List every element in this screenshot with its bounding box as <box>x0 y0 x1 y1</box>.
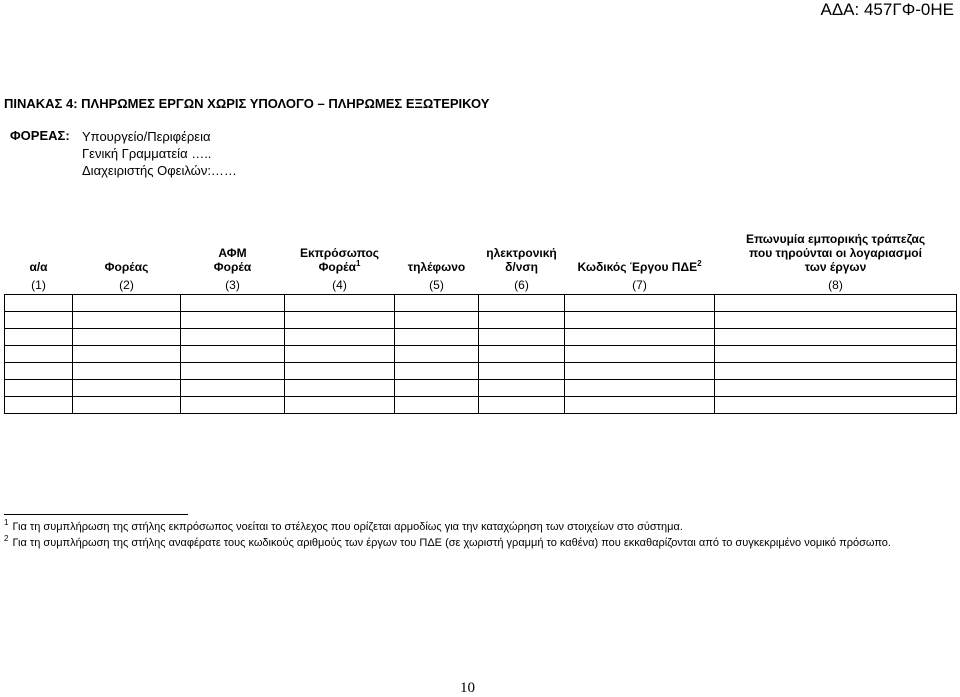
column-number: (2) <box>73 276 181 295</box>
table-header-row <box>5 226 957 276</box>
table-cell <box>181 295 285 312</box>
col-header-aa: α/α <box>29 260 48 274</box>
table-cell <box>181 329 285 346</box>
table-cell <box>479 397 565 414</box>
table-cell <box>285 380 395 397</box>
table-cell <box>73 397 181 414</box>
table-cell <box>395 295 479 312</box>
footnote-2: $^2$ Για τη συμπλήρωση της στήλης αναφέρατε τους κωδικούς αριθμούς των έργων του ΠΔΕ (σε χωριστή γραμμή το καθένα) που εκκαθαρίζονται από το συγκεκριμένο νομικό πρόσωπο. <box>4 534 891 549</box>
organization-secretariat: Γενική Γραμματεία ….. <box>82 146 212 161</box>
table-cell <box>715 363 957 380</box>
table-cell <box>395 380 479 397</box>
table-title: ΠΙΝΑΚΑΣ 4: ΠΛΗΡΩΜΕΣ ΕΡΓΩΝ ΧΩΡΙΣ ΥΠΟΛΟΓΟ – ΠΛΗΡΩΜΕΣ ΕΞΩΤΕΡΙΚΟΥ <box>4 96 490 111</box>
table-cell <box>565 363 715 380</box>
table-cell <box>715 295 957 312</box>
col-header-project-code: Κωδικός Έργου ΠΔΕ$^2$ <box>577 259 702 274</box>
table-cell <box>285 295 395 312</box>
col-header-email: ηλεκτρονική δ/νση <box>486 246 557 274</box>
table-cell <box>715 346 957 363</box>
table-cell <box>73 363 181 380</box>
footnote-1: $^1$ Για τη συμπλήρωση της στήλης εκπρόσωπος νοείται το στέλεχος που ορίζεται αρμοδίως για την καταχώρηση των στοιχείων στο σύστημα. <box>4 518 683 533</box>
table-cell <box>285 312 395 329</box>
table-cell <box>479 295 565 312</box>
table-cell <box>5 329 73 346</box>
table-cell <box>715 312 957 329</box>
table-cell <box>565 380 715 397</box>
organization-debt-manager: Διαχειριστής Οφειλών:…… <box>82 163 237 178</box>
table-cell <box>181 363 285 380</box>
column-number: (1) <box>5 276 73 295</box>
table-cell <box>285 329 395 346</box>
col-header-representative: Εκπρόσωπος Φορέα$^1$ <box>299 246 380 274</box>
table-cell <box>395 329 479 346</box>
table-row <box>5 380 957 397</box>
table-cell <box>565 329 715 346</box>
table-cell <box>5 397 73 414</box>
table-cell <box>73 295 181 312</box>
table-cell <box>715 380 957 397</box>
table-cell <box>181 346 285 363</box>
table-cell <box>395 397 479 414</box>
table-cell <box>479 363 565 380</box>
table-cell <box>73 346 181 363</box>
table-cell <box>479 380 565 397</box>
table-cell <box>285 397 395 414</box>
table-cell <box>5 346 73 363</box>
table-cell <box>5 380 73 397</box>
table-row <box>5 346 957 363</box>
table-cell <box>565 312 715 329</box>
table-cell <box>479 312 565 329</box>
organization-lines <box>82 128 237 179</box>
table-cell <box>73 329 181 346</box>
page-number: 10 <box>460 680 475 696</box>
col-header-phone: τηλέφωνο <box>407 260 466 274</box>
blank-rows <box>5 295 957 414</box>
organization-label: ΦΟΡΕΑΣ: <box>10 128 70 143</box>
table-cell <box>5 363 73 380</box>
column-number: (8) <box>715 276 957 295</box>
organization-ministry: Υπουργείο/Περιφέρεια <box>82 129 211 144</box>
table-cell <box>565 346 715 363</box>
footnote-divider <box>4 514 188 515</box>
column-number: (3) <box>181 276 285 295</box>
table-cell <box>395 363 479 380</box>
table-cell <box>285 363 395 380</box>
table-cell <box>5 312 73 329</box>
col-header-bank: Επωνυμία εμπορικής τράπεζας που τηρούνται οι λογαριασμοί των έργων <box>745 232 926 274</box>
column-number: (6) <box>479 276 565 295</box>
table-cell <box>181 397 285 414</box>
column-number: (7) <box>565 276 715 295</box>
col-header-afm: ΑΦΜ Φορέα <box>213 246 252 274</box>
table-row <box>5 295 957 312</box>
column-numbers-row <box>5 276 957 295</box>
table-cell <box>73 312 181 329</box>
table-cell <box>73 380 181 397</box>
table-row <box>5 312 957 329</box>
table-cell <box>5 295 73 312</box>
ada-code: ΑΔΑ: 457ΓΦ-0ΗΕ <box>820 0 954 19</box>
table-cell <box>479 346 565 363</box>
table-cell <box>715 329 957 346</box>
column-number: (4) <box>285 276 395 295</box>
table-cell <box>565 295 715 312</box>
table-row <box>5 397 957 414</box>
table-cell <box>395 346 479 363</box>
col-header-foreas: Φορέας <box>104 260 149 274</box>
table-cell <box>715 397 957 414</box>
table-row <box>5 329 957 346</box>
table-row <box>5 363 957 380</box>
table-cell <box>181 380 285 397</box>
payments-table <box>4 226 957 414</box>
table-cell <box>395 312 479 329</box>
column-number: (5) <box>395 276 479 295</box>
table-cell <box>565 397 715 414</box>
table-cell <box>181 312 285 329</box>
table-cell <box>285 346 395 363</box>
table-cell <box>479 329 565 346</box>
